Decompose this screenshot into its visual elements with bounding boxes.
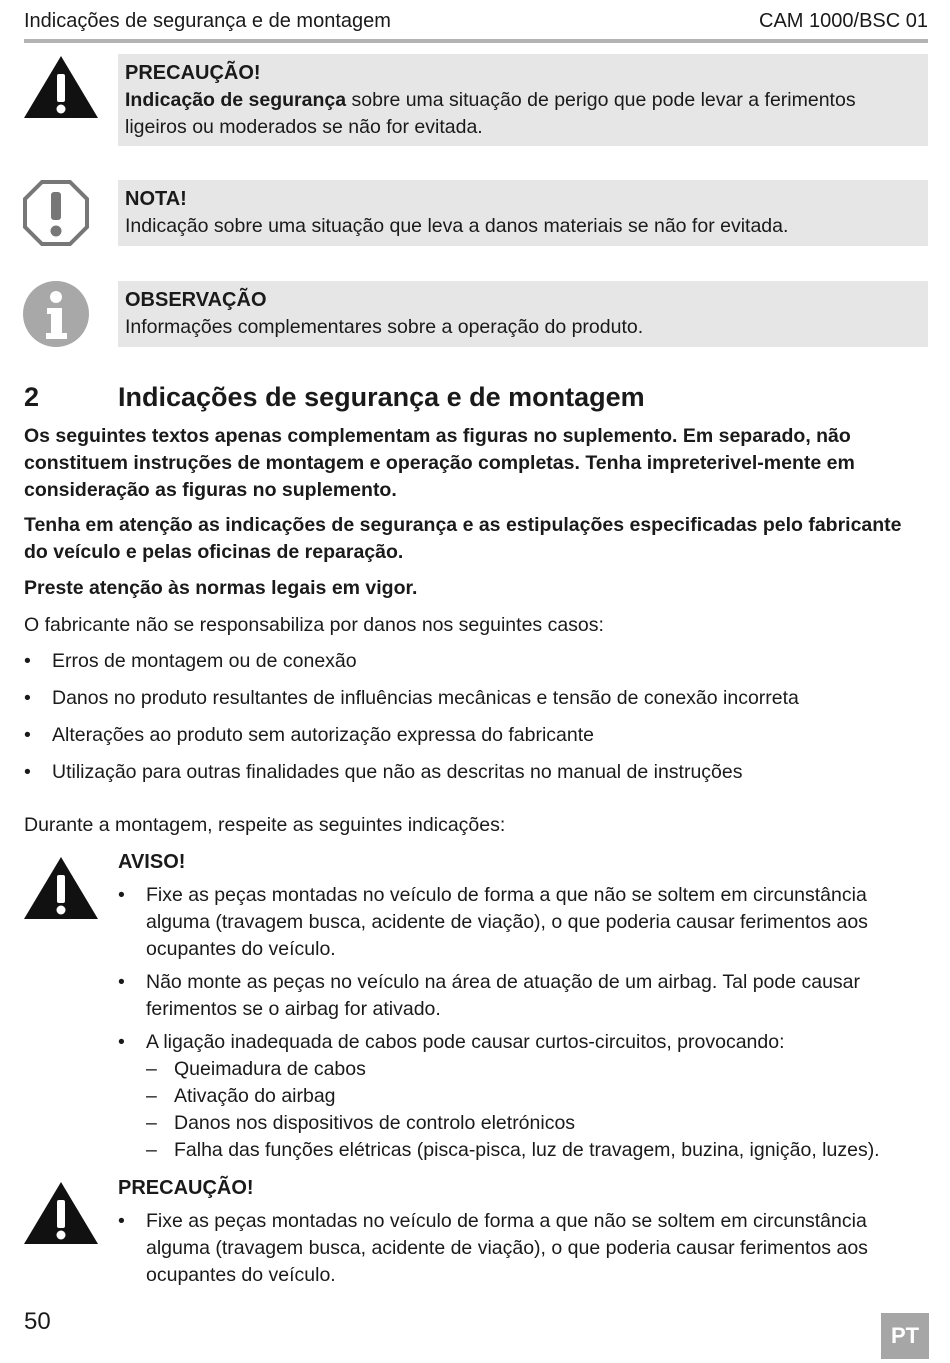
caution-text (125, 87, 920, 141)
caution-lead: Indicação de segurança (125, 89, 347, 111)
sublist-item: – Falha das funções elétricas (pisca-pisca, luz de travagem, buzina, ignição, luzes). (146, 1139, 880, 1161)
warning-triangle-icon (22, 1180, 100, 1246)
note-text: Indicação sobre uma situação que leva a danos materiais se não for evitada. (125, 215, 789, 237)
list-item: • Utilização para outras finalidades que não as descritas no manual de instruções (24, 761, 743, 783)
warning-list (118, 882, 928, 1164)
sublist-item: – Ativação do airbag (146, 1085, 336, 1107)
mounting-lead: Durante a montagem, respeite as seguintes indicações: (24, 814, 506, 836)
liability-list (24, 648, 928, 796)
liability-lead: O fabricante não se responsabiliza por danos nos seguintes casos: (24, 614, 604, 636)
page-number: 50 (24, 1308, 51, 1335)
warning-triangle-icon (22, 855, 100, 921)
list-item: • Alterações ao produto sem autorização expressa do fabricante (24, 724, 594, 746)
section-title: Indicações de segurança e de montagem (118, 382, 645, 412)
list-item: • Danos no produto resultantes de influências mecânicas e tensão de conexão incorreta (24, 687, 799, 709)
observation-text: Informações complementares sobre a operação do produto. (125, 316, 644, 338)
caution-title: PRECAUÇÃO! (125, 62, 261, 84)
list-item: • Erros de montagem ou de conexão (24, 650, 357, 672)
warning-title: AVISO! (118, 851, 186, 873)
observation-title: OBSERVAÇÃO (125, 289, 267, 311)
intro-paragraph-1: Os seguintes textos apenas complementam as figuras no suplemento. Em separado, não constituem instruções de montagem e operação completas. Tenha impreterivel-mente em consideração as figuras no suplemento. (24, 425, 855, 501)
header-rule (24, 39, 928, 43)
list-item: • Não monte as peças no veículo na área de atuação de um airbag. Tal pode causar ferimentos se o airbag for ativado. (118, 971, 861, 1020)
octagon-exclamation-icon (22, 179, 90, 247)
caution2-title: PRECAUÇÃO! (118, 1177, 254, 1199)
caution-body: sobre uma situação de perigo que pode levar a ferimentos ligeiros ou moderados se não for evitada. (125, 89, 856, 138)
language-badge: PT (881, 1313, 929, 1359)
section-number: 2 (24, 382, 40, 412)
note-title: NOTA! (125, 188, 187, 210)
note-notice (118, 180, 928, 246)
intro-paragraph-2: Tenha em atenção as indicações de segurança e as estipulações especificadas pelo fabricante do veículo e pelas oficinas de reparação. (24, 514, 902, 563)
caution2-list (118, 1208, 928, 1289)
list-item: • A ligação inadequada de cabos pode causar curtos-circuitos, provocando: – Queimadura de cabos – Ativação do airbag – Danos nos dispositivos de controlo eletrónicos – Falha das funções elétricas (pisca-pisca, luz de travagem, buzina, ignição, luzes). (118, 1029, 928, 1164)
caution-notice (118, 54, 928, 146)
intro-paragraph-3: Preste atenção às normas legais em vigor. (24, 577, 418, 599)
page-header (24, 10, 928, 44)
warning-block (118, 849, 928, 1170)
warning-sublist (146, 1056, 928, 1164)
observation-notice (118, 281, 928, 347)
list-item: • Fixe as peças montadas no veículo de forma a que não se soltem em circunstância alguma (travagem busca, acidente de viação), o que poderia causar ferimentos aos ocupantes do veículo. (118, 1210, 868, 1286)
list-item: • Fixe as peças montadas no veículo de forma a que não se soltem em circunstância alguma (travagem busca, acidente de viação), o que poderia causar ferimentos aos ocupantes do veículo. (118, 884, 868, 960)
header-model: CAM 1000/BSC 01 (759, 10, 928, 32)
sublist-item: – Queimadura de cabos (146, 1058, 366, 1080)
warning-triangle-icon (22, 54, 100, 120)
info-circle-icon (22, 280, 90, 348)
sublist-item: – Danos nos dispositivos de controlo eletrónicos (146, 1112, 576, 1134)
header-title: Indicações de segurança e de montagem (24, 10, 391, 32)
caution-block (118, 1175, 928, 1295)
